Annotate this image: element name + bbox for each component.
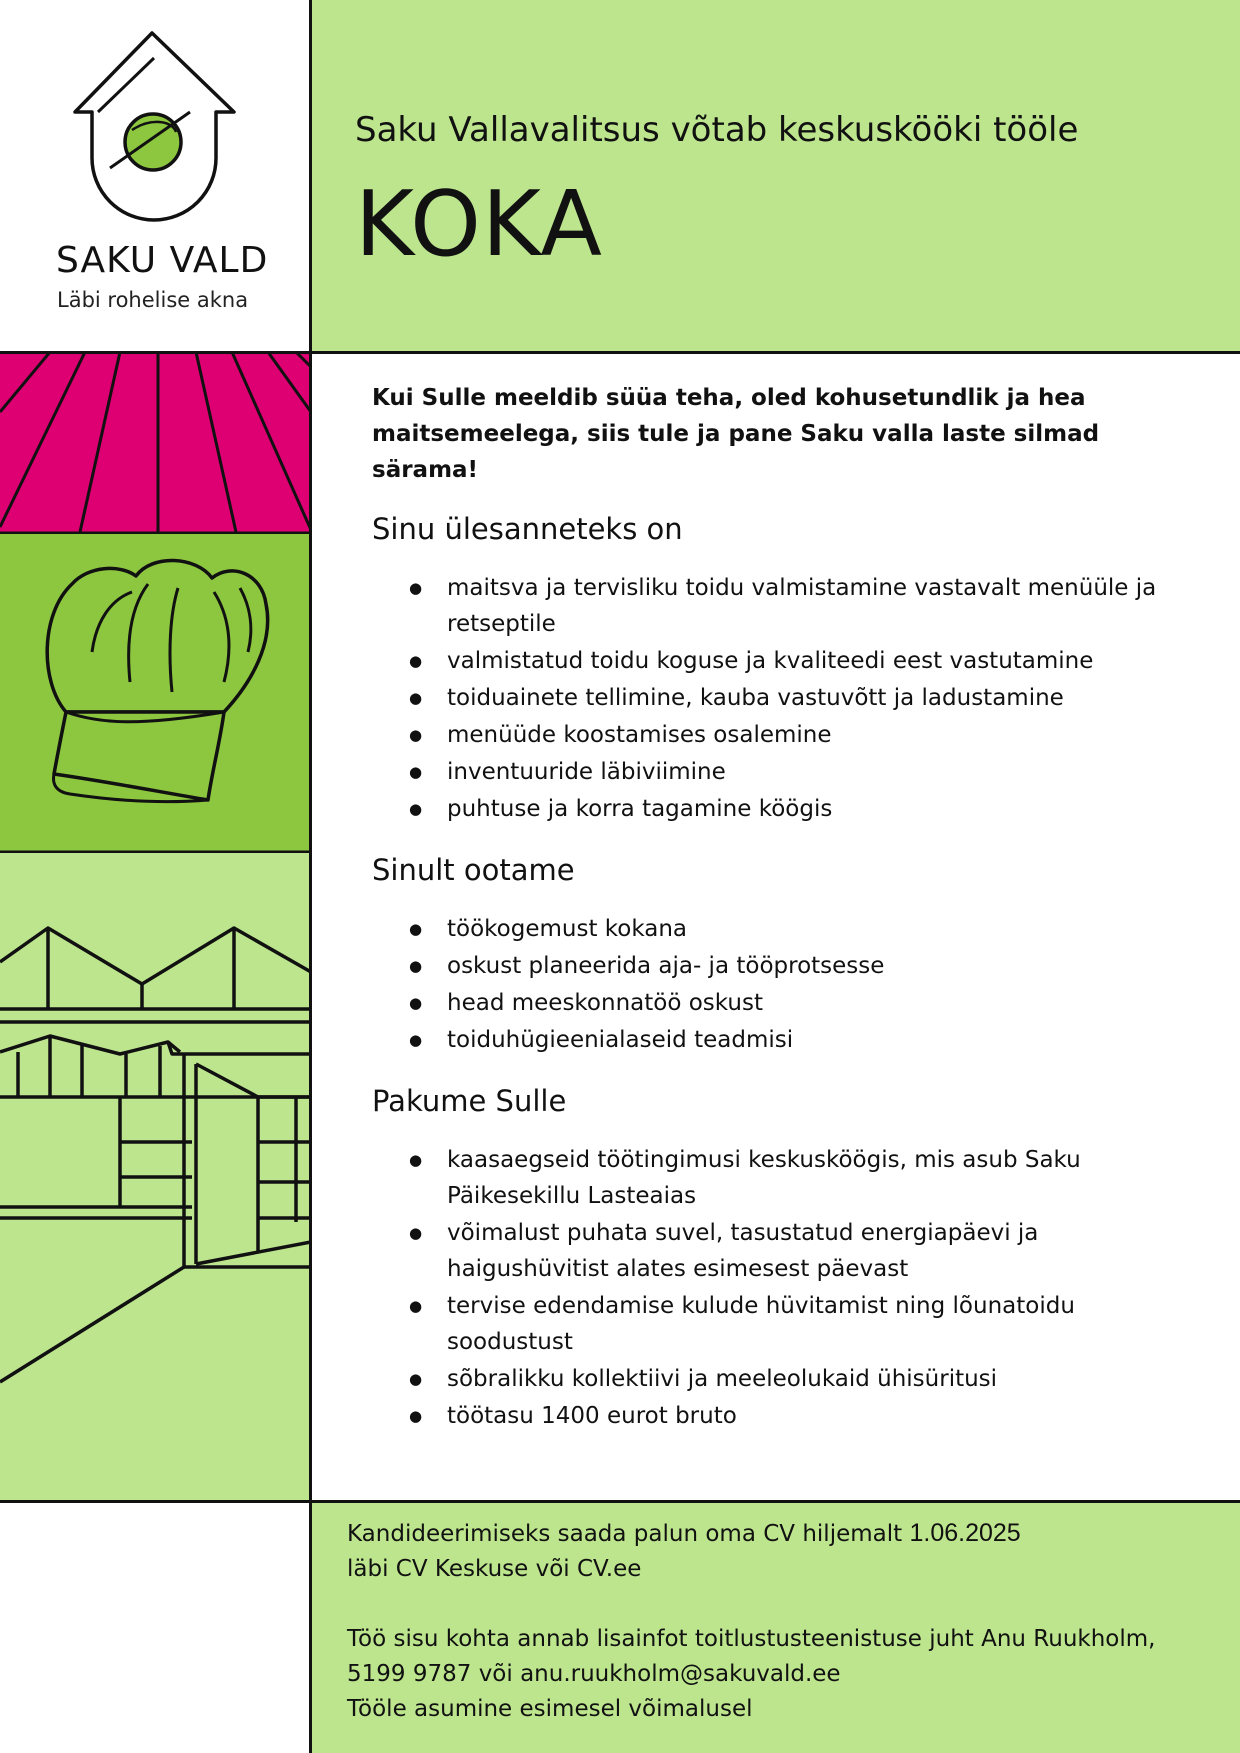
footer-blank-panel [0,1502,310,1753]
apply-line [347,1516,1155,1552]
list-item: ● töökogemust kokana [372,911,1202,947]
left-illustration-column [0,352,311,1502]
start-date-note: Tööle asumine esimesel võimalusel [347,1696,753,1722]
house-with-green-ball-icon [0,0,310,240]
list-item: ● toiduainete tellimine, kauba vastuvõtt ja ladustamine [372,680,1202,716]
requirements-list [372,911,1202,1058]
section-heading-tasks: Sinu ülesanneteks on [372,512,683,546]
logo-block [0,0,310,352]
section-heading-requirements: Sinult ootame [372,853,575,887]
list-item: ● võimalust puhata suvel, tasustatud energiapäevi ja haigushüvitist alates esimesest päevast [372,1215,1202,1287]
list-item: ● inventuuride läbiviimine [372,754,1202,790]
footer-contact [311,1502,1240,1753]
list-item: ● kaasaegseid töötingimusi keskusköögis, mis asub Saku Päikesekillu Lasteaias [372,1142,1202,1214]
list-item: ● tervise edendamise kulude hüvitamist ning lõunatoidu soodustust [372,1288,1202,1360]
list-item: ● oskust planeerida aja- ja tööprotsesse [372,948,1202,984]
footer-spacer [347,1587,1155,1622]
brand-name: SAKU VALD [56,240,269,281]
chef-hat-icon [0,534,311,852]
contact-line: Töö sisu kohta annab lisainfot toitlustusteenistuse juht Anu Ruukholm, [347,1626,1156,1652]
vertical-divider [309,0,312,1753]
list-item: ● menüüde koostamises osalemine [372,717,1202,753]
offer-list [372,1142,1202,1434]
section-heading-offer: Pakume Sulle [372,1084,567,1118]
page-title: KOKA [355,172,603,277]
field-rows-illustration [0,352,311,532]
list-item: ● valmistatud toidu koguse ja kvaliteedi eest vastutamine [372,643,1202,679]
deadline-date: 1.06.2025 [909,1519,1021,1547]
header-divider [0,351,1240,354]
list-item: ● puhtuse ja korra tagamine köögis [372,791,1202,827]
list-item: ● maitsva ja tervisliku toidu valmistamine vastavalt menüüle ja retseptile [372,570,1202,642]
apply-text: Kandideerimiseks saada palun oma CV hiljemalt [347,1521,903,1547]
list-item: ● sõbralikku kollektiivi ja meeleolukaid ühisüritusi [372,1361,1202,1397]
intro-text: Kui Sulle meeldib süüa teha, oled kohusetundlik ja hea maitsemeelega, siis tule ja pane Saku valla laste silmad särama! [372,385,1100,483]
list-item: ● toiduhügieenialaseid teadmisi [372,1022,1202,1058]
contact-details: 5199 9787 või anu.ruukholm@sakuvald.ee [347,1661,841,1687]
list-item: ● töötasu 1400 eurot bruto [372,1398,1202,1434]
header-banner [311,0,1240,352]
brand-tagline: Läbi rohelise akna [57,288,249,312]
apply-via: läbi CV Keskuse või CV.ee [347,1556,642,1582]
list-item: ● head meeskonnatöö oskust [372,985,1202,1021]
header-subtitle: Saku Vallavalitsus võtab keskuskööki tööle [355,110,1079,150]
tasks-list [372,570,1202,827]
school-building-illustration [0,853,311,1502]
footer-divider [0,1500,1240,1503]
job-description [372,380,1202,1435]
